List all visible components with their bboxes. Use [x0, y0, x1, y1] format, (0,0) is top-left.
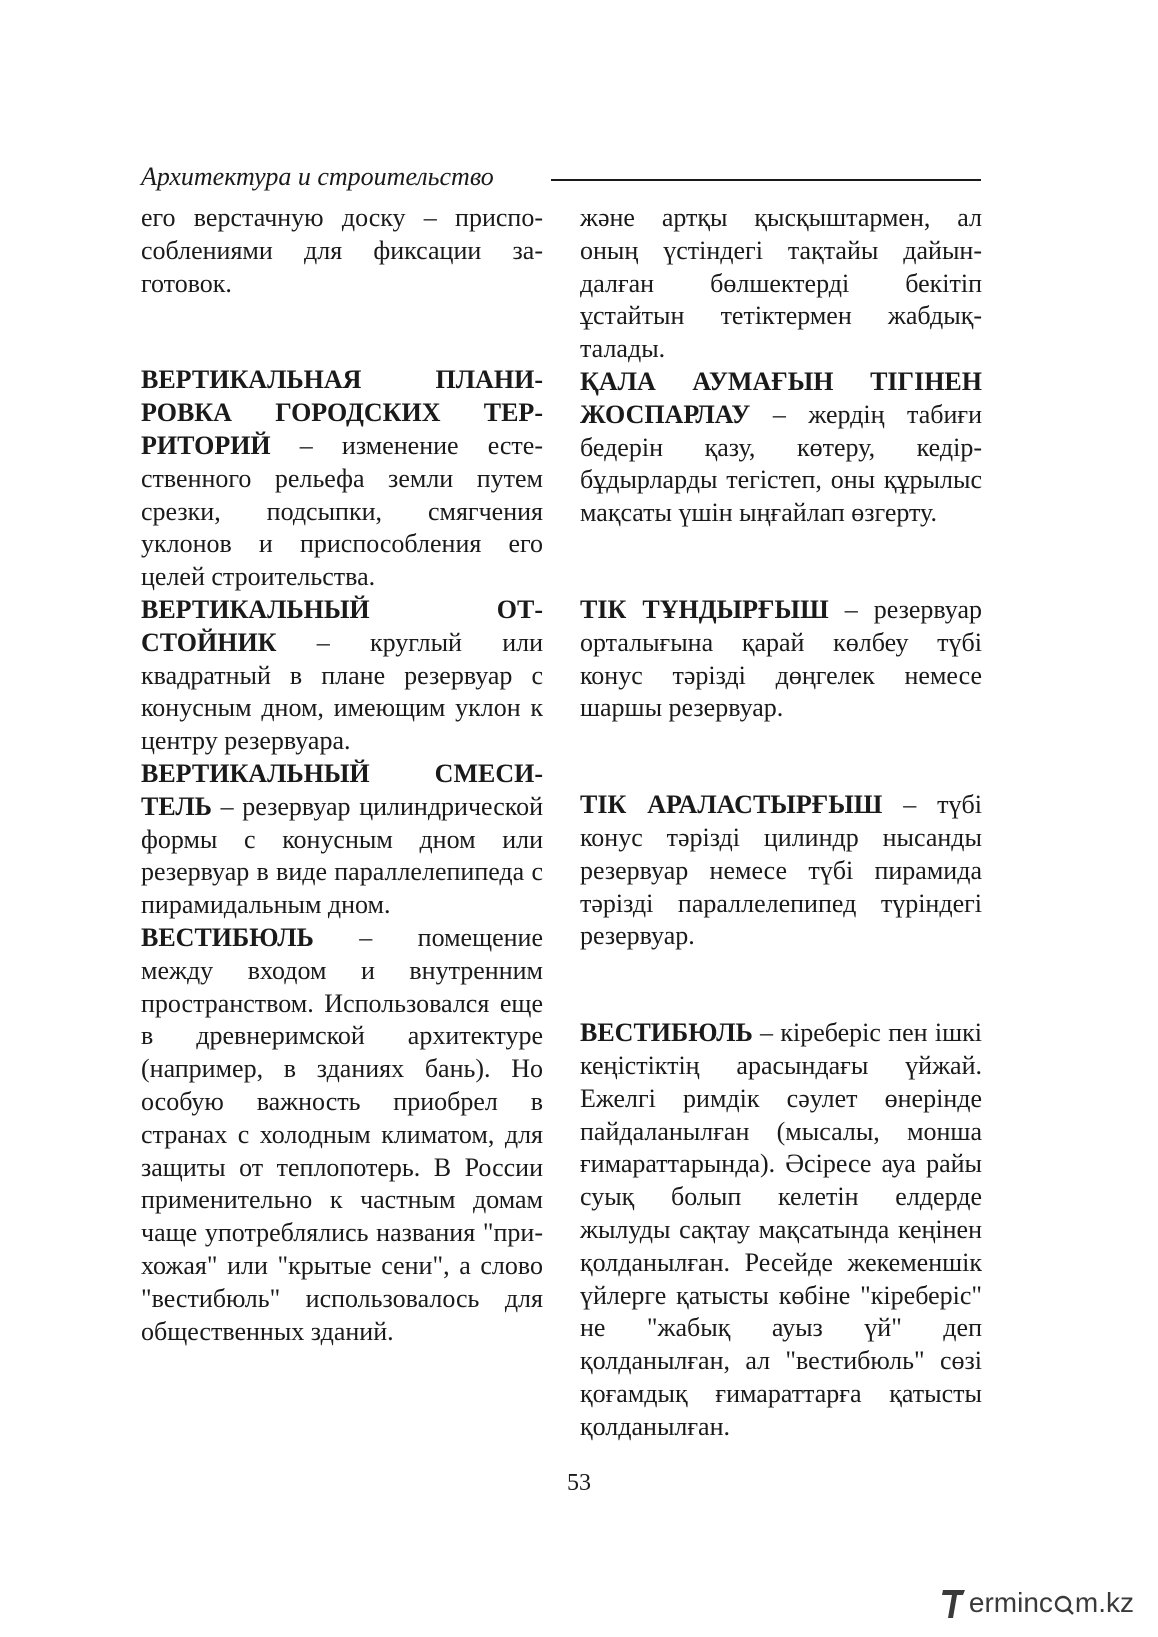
spacer [580, 530, 982, 594]
entry-vertical-mixer-kz [580, 789, 982, 953]
left-column [141, 202, 543, 1348]
entry-vertical-planning [141, 364, 543, 594]
entry-definition: – кіреберіс пен ішкі кеңістіктің арасындағы үйжай. Ежелгі римдік сәулет өнерінде пайдаланылған (мысалы, монша ғимараттарында). Әсіресе ауа райы суық болып келетін елдерде жылуды сақтау мақсатында кеңінен қолданылған. Ресейде жекеменшік үйлерге қатысты көбіне "кіреберіс" не "жабық ауыз үй" деп қолданылған, ал "вестибюль" сөзі қоғамдық ғимараттарға қатысты қолданылған. [580, 1018, 982, 1441]
magnifier-icon [1053, 1589, 1075, 1617]
entry-definition: – резервуар орталығына қарай көлбеу түбі конус тәрізді дөңгелек немесе шаршы резервуар. [580, 594, 982, 723]
entry-vestibule [141, 922, 543, 1348]
entry-vertical-settler-kz [580, 594, 982, 725]
entry-term: ВЕРТИКАЛЬНАЯ ПЛАНИРОВКА ГОРОДСКИХ ТЕРРИТОРИЙ [141, 365, 543, 460]
entry-vestibule-kz [580, 1017, 982, 1443]
entry-term: ВЕРТИКАЛЬНЫЙ СМЕСИТЕЛЬ [141, 758, 543, 821]
termincom-logo-icon [941, 1586, 967, 1620]
entry-definition: – помещение между входом и внутренним пространством. Использовался еще в древнеримской архитектуре (например, в зданиях бань). Но особую важность приобрел в странах с холодным климатом, для защиты от теплопотерь. В России применительно к частным домам чаще употреблялись названия "прихожая" или "крытые сени", а слово "вестибюль" использовалось для общественных зданий. [141, 922, 543, 1346]
entry-definition: – жердің табиғи бедерін қазу, көтеру, кедірбұдырларды тегістеп, оны құрылыс мақсаты үшін ыңғайлап өзгерту. [580, 399, 982, 528]
entry-term: ВЕРТИКАЛЬНЫЙ ОТСТОЙНИК [141, 594, 543, 657]
entry-vertical-mixer [141, 758, 543, 922]
entry-term: ТІК ТҰНДЫРҒЫШ [580, 594, 829, 624]
right-column [580, 202, 982, 1444]
header-rule [551, 179, 981, 181]
spacer [141, 300, 543, 364]
entry-term: ВЕСТИБЮЛЬ [141, 922, 314, 952]
entry-definition: – резервуар цилиндрической формы с конусным дном или резервуар в виде параллелепипеда с пирамидальным дном. [141, 791, 543, 920]
entry-term: ТІК АРАЛАСТЫРҒЫШ [580, 790, 883, 820]
entry-term: ВЕСТИБЮЛЬ [580, 1018, 753, 1048]
entry-definition: – изменение естественного рельефа земли путем срезки, подсыпки, смягчения уклонов и приспособления его целей строительства. [141, 430, 543, 592]
entry-vertical-planning-kz [580, 366, 982, 530]
entry-definition: – түбі конус тәрізді цилиндр нысанды резервуар немесе түбі пирамида тәрізді параллелепипед түріндегі резервуар. [580, 790, 982, 951]
spacer [580, 725, 982, 789]
entry-term: ҚАЛА АУМАҒЫН ТІГІНЕН ЖОСПАРЛАУ [580, 366, 982, 429]
entry-vertical-settler [141, 594, 543, 758]
page-number: 53 [567, 1470, 591, 1496]
entry-definition: – круглый или квадратный в плане резервуар с конусным дном, имеющим уклон к центру резервуара. [141, 627, 543, 756]
running-header [141, 160, 981, 194]
watermark-text-b: m.kz [1074, 1587, 1134, 1618]
watermark-text-a: erminc [968, 1587, 1053, 1618]
spacer [580, 953, 982, 1017]
continuation-paragraph: және артқы қысқыштармен, ал оның үстіндегі тақтайы дайындалған бөлшектерді бекітіп ұстайтын тетіктермен жабдықталады. [580, 203, 982, 364]
continuation-paragraph: его верстачную доску – приспособлениями для фиксации заготовок. [141, 203, 543, 298]
watermark [941, 1580, 1134, 1626]
running-title: Архитектура и строительство [141, 162, 494, 191]
